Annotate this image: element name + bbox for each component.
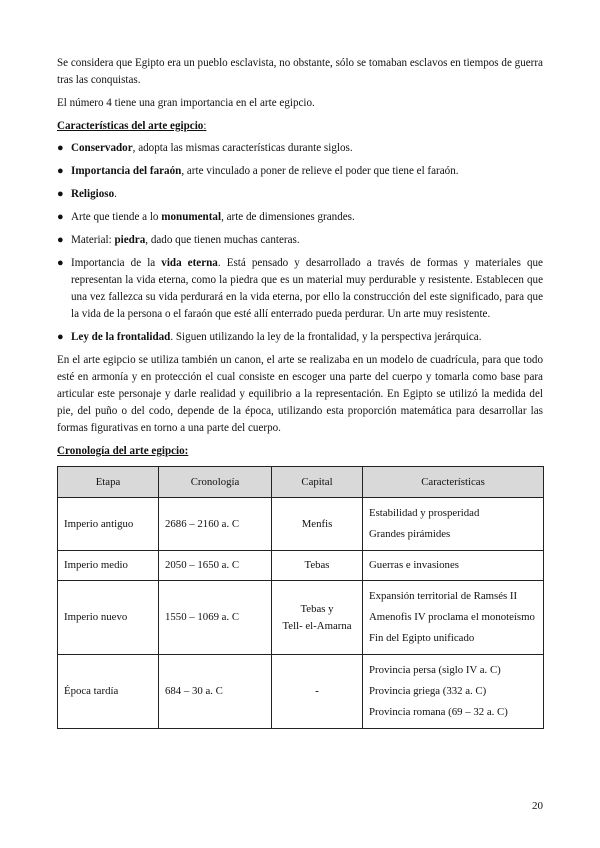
- header-caracteristicas: Características: [363, 467, 544, 498]
- capital-line: -: [315, 685, 319, 697]
- bullet-icon: ●: [57, 257, 64, 269]
- bullet-icon: ●: [57, 188, 64, 200]
- cell-caracteristicas: [363, 498, 544, 551]
- list-item: [57, 209, 543, 226]
- chronology-table: [57, 466, 544, 729]
- cell-caracteristicas: [363, 551, 544, 581]
- item-text: Importancia de la: [71, 257, 162, 269]
- table-row: [58, 581, 544, 655]
- cell-capital: [272, 655, 363, 729]
- chronology-heading: Cronología del arte egipcio:: [57, 445, 189, 457]
- characteristics-heading: [57, 118, 543, 135]
- item-bold-text: Ley de la frontalidad: [71, 331, 171, 343]
- paragraph-number-four: El número 4 tiene una gran importancia en el arte egipcio.: [57, 97, 315, 109]
- header-capital: Capital: [272, 467, 363, 498]
- list-item: [57, 329, 543, 346]
- item-text: Material:: [71, 234, 115, 246]
- item-text: , adopta las mismas características durante siglos.: [132, 142, 353, 154]
- item-bold-text: Importancia del faraón: [71, 165, 182, 177]
- cell-cronologia: 1550 – 1069 a. C: [159, 581, 272, 655]
- cell-capital: [272, 498, 363, 551]
- table-row: [58, 655, 544, 729]
- item-bold-text: Religioso: [71, 188, 115, 200]
- characteristics-list: [57, 140, 543, 346]
- characteristic-line: Provincia persa (siglo IV a. C): [369, 664, 501, 676]
- item-bold-text: Conservador: [71, 142, 133, 154]
- paragraph-slavery: Se considera que Egipto era un pueblo esclavista, no obstante, sólo se tomaban esclavos en tiempos de guerra tras las conquistas.: [57, 57, 543, 86]
- bullet-icon: ●: [57, 331, 64, 343]
- characteristic-line: Fin del Egipto unificado: [369, 632, 475, 644]
- cell-capital: [272, 581, 363, 655]
- document-page: [57, 55, 543, 729]
- cell-cronologia: 684 – 30 a. C: [159, 655, 272, 729]
- bullet-icon: ●: [57, 234, 64, 246]
- characteristic-line: Guerras e invasiones: [369, 559, 459, 571]
- header-cronologia: Cronología: [159, 467, 272, 498]
- item-bold-text: monumental: [161, 211, 222, 223]
- characteristic-line: Provincia griega (332 a. C): [369, 685, 487, 697]
- cell-caracteristicas: [363, 581, 544, 655]
- item-text: . Está pensado y desarrollado a través de formas y materiales que representan la vida eterna, como la piedra que es un material muy perdurable y resistente. Establecen que una vez fallezca su vida perdurará en la vida eterna, por ello la construcción del este significado, para que la vida de la persona o el faraón que esté allí enterrado pueda perdurar. Un arte muy resistente.: [71, 257, 543, 320]
- item-text: , arte vinculado a poner de relieve el poder que tiene el faraón.: [181, 165, 459, 177]
- table-row: [58, 498, 544, 551]
- list-item: [57, 255, 543, 323]
- item-text: Arte que tiende a lo: [71, 211, 162, 223]
- paragraph-canon: En el arte egipcio se utiliza también un canon, el arte se realizaba en un modelo de cuadrícula, para que todo esté en armonía y en protección el cual consiste en escoger una parte del cuerpo y tomarla como base para articular este personaje y darle realidad y equilibrio a la representación. En Egipto se utilizó la medida del pie, del puño o del codo, depende de la época, utilizando esta proporción matemática para desarrollar las formas figurativas en torno a una parte del cuerpo.: [57, 354, 543, 434]
- item-bold-text: vida eterna: [161, 257, 218, 269]
- cell-etapa: Imperio antiguo: [58, 498, 159, 551]
- capital-line: Tebas: [304, 559, 330, 571]
- bullet-icon: ●: [57, 142, 64, 154]
- page-number: 20: [532, 800, 543, 812]
- header-etapa: Etapa: [58, 467, 159, 498]
- cell-etapa: Imperio medio: [58, 551, 159, 581]
- item-bold-text: piedra: [114, 234, 146, 246]
- characteristic-line: Provincia romana (69 – 32 a. C): [369, 706, 508, 718]
- list-item: [57, 186, 543, 203]
- item-text: , dado que tienen muchas canteras.: [145, 234, 300, 246]
- cell-caracteristicas: [363, 655, 544, 729]
- characteristic-line: Expansión territorial de Ramsés II: [369, 590, 518, 602]
- table-header-row: [58, 467, 544, 498]
- characteristic-line: Amenofis IV proclama el monoteísmo: [369, 611, 535, 623]
- list-item: [57, 163, 543, 180]
- cell-cronologia: 2686 – 2160 a. C: [159, 498, 272, 551]
- list-item: [57, 232, 543, 249]
- cell-etapa: Época tardía: [58, 655, 159, 729]
- item-text: , arte de dimensiones grandes.: [221, 211, 355, 223]
- bullet-icon: ●: [57, 165, 64, 177]
- list-item: [57, 140, 543, 157]
- capital-line: Tebas y: [300, 602, 334, 615]
- characteristics-heading-colon: :: [203, 120, 207, 132]
- cell-capital: [272, 551, 363, 581]
- characteristic-line: Estabilidad y prosperidad: [369, 507, 480, 519]
- cell-etapa: Imperio nuevo: [58, 581, 159, 655]
- capital-line: Tell- el-Amarna: [282, 619, 352, 632]
- bullet-icon: ●: [57, 211, 64, 223]
- cell-cronologia: 2050 – 1650 a. C: [159, 551, 272, 581]
- table-row: [58, 551, 544, 581]
- characteristic-line: Grandes pirámides: [369, 528, 451, 540]
- item-text: .: [114, 188, 117, 200]
- capital-line: Menfis: [301, 517, 333, 530]
- item-text: . Siguen utilizando la ley de la frontalidad, y la perspectiva jerárquica.: [170, 331, 482, 343]
- characteristics-heading-text: Características del arte egipcio: [57, 120, 204, 132]
